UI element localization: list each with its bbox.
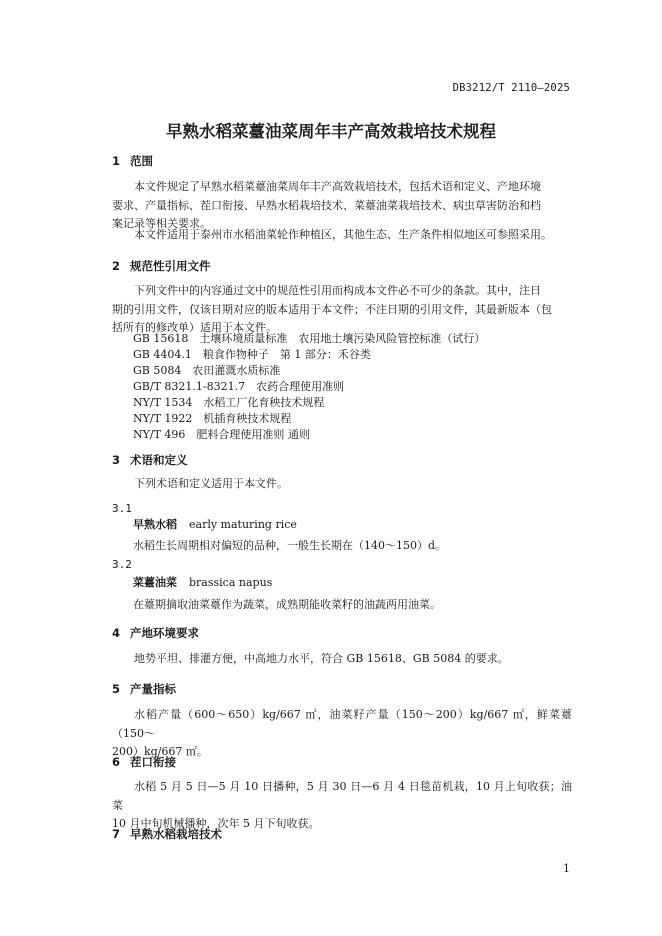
section-number: 4 (112, 626, 121, 640)
text-line: 下列文件中的内容通过文中的规范性引用而构成本文件必不可少的条款。其中，注日 (134, 284, 541, 297)
yield-paragraph (112, 706, 572, 762)
section-number: 6 (112, 755, 121, 769)
text-line: 200）kg/667 ㎡。 (112, 745, 208, 758)
reference-item: GB/T 8321.1-8321.7 农药合理使用准则 (133, 380, 345, 393)
section-number: 1 (112, 154, 121, 168)
section-heading-terms (112, 452, 188, 468)
terms-intro: 下列术语和定义适用于本文件。 (134, 477, 288, 490)
document-code: DB3212/T 2110—2025 (452, 82, 570, 94)
section-heading-crop-rotation (112, 754, 176, 770)
text-line: 本文件规定了早熟水稻菜薹油菜周年丰产高效栽培技术，包括术语和定义、产地环境 (134, 180, 541, 193)
text-line: 水稻产量（600～650）kg/667 ㎡，油菜籽产量（150～200）kg/667 ㎡，鲜菜薹（150～ (112, 708, 572, 740)
reference-item: NY/T 1922 机插育秧技术规程 (133, 412, 292, 425)
term-chinese: 早熟水稻 (133, 518, 177, 531)
term-number: 3.1 (112, 502, 132, 515)
section-title: 产量指标 (130, 682, 176, 696)
section-title: 范围 (130, 154, 153, 168)
reference-item: GB 5084 农田灌溉水质标准 (133, 364, 281, 377)
text-line: 案记录等相关要求。 (112, 217, 211, 230)
term-entry (133, 574, 272, 590)
document-title: 早熟水稻菜薹油菜周年丰产高效栽培技术规程 (166, 122, 496, 141)
environment-paragraph: 地势平坦、排灌方便，中高地力水平，符合 GB 15618、GB 5084 的要求。 (134, 652, 509, 665)
text-line: 期的引用文件，仅该日期对应的版本适用于本文件；不注日期的引用文件，其最新版本（包 (112, 302, 552, 316)
term-english: brassica napus (189, 576, 273, 589)
text-line: 10 月中旬机械播种，次年 5 月下旬收获。 (112, 817, 320, 830)
term-chinese: 菜薹油菜 (133, 576, 177, 589)
section-heading-yield (112, 681, 176, 697)
scope-paragraph-2: 本文件适用于泰州市水稻油菜轮作种植区，其他生态、生产条件相似地区可参照采用。 (134, 228, 552, 241)
reference-item: GB 15618 土壤环境质量标准 农用地土壤污染风险管控标准（试行） (133, 332, 486, 345)
section-title: 术语和定义 (130, 453, 188, 467)
section-title: 茬口衔接 (130, 755, 176, 769)
reference-item: GB 4404.1 粮食作物种子 第 1 部分：禾谷类 (133, 348, 371, 361)
term-definition: 在薹期摘取油菜薹作为蔬菜，成熟期能收菜籽的油蔬两用油菜。 (133, 598, 441, 611)
text-line: 要求、产量指标、茬口衔接、早熟水稻栽培技术、菜薹油菜栽培技术、病虫草害防治和档 (112, 198, 541, 212)
section-heading-normative-references (112, 258, 211, 274)
text-line: 水稻 5 月 5 日—5 月 10 日播种，5 月 30 日—6 月 4 日毯苗机栽，10 月上旬收获；油菜 (112, 780, 572, 812)
reference-item: NY/T 496 肥料合理使用准则 通则 (133, 428, 310, 441)
section-title: 早熟水稻栽培技术 (130, 827, 222, 841)
term-english: early maturing rice (189, 518, 297, 531)
section-heading-rice-cultivation (112, 826, 222, 842)
term-entry (133, 516, 297, 532)
term-definition: 水稻生长周期相对偏短的品种，一般生长期在（140～150）d。 (133, 539, 447, 552)
section-heading-scope (112, 153, 153, 169)
section-number: 5 (112, 682, 121, 696)
section-heading-environment (112, 625, 199, 641)
section-title: 产地环境要求 (130, 626, 199, 640)
section-title: 规范性引用文件 (130, 259, 211, 273)
section-number: 3 (112, 453, 121, 467)
term-number: 3.2 (112, 558, 132, 571)
section-number: 7 (112, 827, 121, 841)
text-line: 括所有的修改单）适用于本文件。 (112, 321, 277, 334)
page-number: 1 (563, 862, 570, 875)
reference-item: NY/T 1534 水稻工厂化育秧技术规程 (133, 396, 325, 409)
section-number: 2 (112, 259, 121, 273)
